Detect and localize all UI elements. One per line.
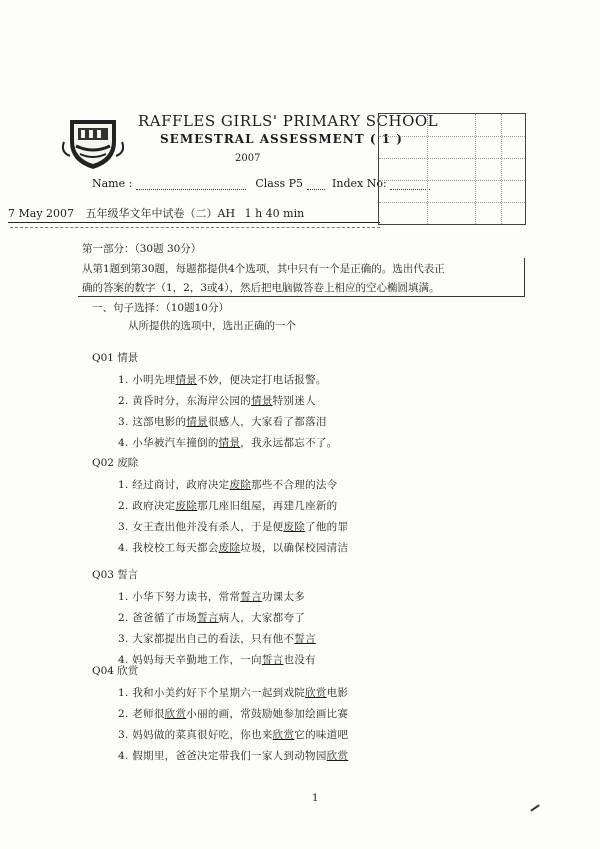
option-text: 那些不合理的法令 bbox=[251, 479, 338, 491]
answer-option bbox=[118, 685, 348, 700]
answer-option bbox=[118, 727, 348, 742]
option-text: 那几座旧组屋，再建几座新的 bbox=[197, 500, 338, 512]
option-text: 2. 爸爸循了市场 bbox=[118, 612, 198, 624]
answer-option bbox=[118, 477, 337, 492]
answer-option bbox=[118, 498, 337, 513]
option-keyword: 欣赏 bbox=[326, 750, 349, 762]
index-label: Index No: bbox=[332, 177, 387, 190]
option-keyword: 废除 bbox=[175, 500, 198, 512]
answer-option bbox=[118, 631, 316, 646]
option-text: 垃圾，以确保校园清洁 bbox=[240, 542, 349, 554]
option-text: 了他的罪 bbox=[305, 521, 349, 533]
option-text: 1. 经过商讨，政府决定 bbox=[118, 479, 230, 491]
option-text: 4. 假期里，爸爸决定带我们一家人到动物园 bbox=[118, 750, 327, 762]
answer-option bbox=[118, 652, 316, 667]
option-text: 1. 我和小美约好下个星期六一起到戏院 bbox=[118, 687, 306, 699]
assessment-title: SEMESTRAL ASSESSMENT ( 1 ) bbox=[160, 132, 403, 146]
exam-year: 2007 bbox=[235, 153, 261, 164]
option-text: 电影 bbox=[326, 687, 349, 699]
school-name: RAFFLES GIRLS' PRIMARY SCHOOL bbox=[138, 112, 439, 130]
name-field[interactable] bbox=[136, 178, 246, 190]
answer-option bbox=[118, 706, 348, 721]
answer-option bbox=[118, 372, 327, 387]
option-keyword: 情景 bbox=[186, 416, 208, 428]
option-text: 2. 黄昏时分，东海岸公园的 bbox=[118, 395, 252, 407]
subsection-heading: 一、句子选择：（10题10分） bbox=[92, 302, 229, 314]
option-text: 2. 政府决定 bbox=[118, 500, 176, 512]
answer-option bbox=[118, 589, 305, 604]
class-field[interactable] bbox=[307, 178, 325, 190]
answer-option bbox=[118, 540, 348, 555]
option-text: 功课太多 bbox=[261, 591, 306, 603]
option-text: 3. 这部电影的 bbox=[118, 416, 187, 428]
option-keyword: 誓言 bbox=[294, 633, 316, 645]
option-keyword: 情景 bbox=[175, 374, 198, 386]
instructions bbox=[82, 260, 522, 298]
answer-option bbox=[118, 414, 327, 429]
option-text: 很感人，大家看了都落泪 bbox=[207, 416, 327, 428]
option-text: 特别迷人 bbox=[272, 395, 316, 407]
answer-option bbox=[118, 748, 348, 763]
option-keyword: 废除 bbox=[283, 521, 306, 533]
option-text: 1. 小明先埋 bbox=[118, 374, 176, 386]
option-text: 4. 小华被汽车撞倒的 bbox=[118, 437, 219, 449]
option-keyword: 誓言 bbox=[197, 612, 219, 624]
option-text: 4. 妈妈每天辛勤地工作，一向 bbox=[118, 654, 262, 666]
exam-date: 7 May 2007 bbox=[8, 207, 75, 220]
question-label: Q04 欣赏 bbox=[92, 665, 139, 677]
option-keyword: 誓言 bbox=[261, 654, 284, 666]
paper-title: 五年级华文年中试卷（二）AH bbox=[85, 207, 236, 220]
option-text: ，我永远都忘不了。 bbox=[240, 437, 338, 449]
option-text: 3. 女王查出他并没有杀人，于是便 bbox=[118, 521, 284, 533]
question-label: Q03 誓言 bbox=[92, 569, 139, 581]
option-text: 3. 大家都提出自己的看法，只有他不 bbox=[118, 633, 295, 645]
section-heading: 第一部分：（30题 30分） bbox=[82, 243, 202, 255]
exam-date-row bbox=[8, 205, 304, 221]
option-text: 它的味道吧 bbox=[294, 729, 349, 741]
option-keyword: 欣赏 bbox=[305, 687, 327, 699]
option-keyword: 情景 bbox=[251, 395, 273, 407]
option-keyword: 欣赏 bbox=[272, 729, 295, 741]
name-label: Name : bbox=[92, 177, 133, 190]
option-keyword: 誓言 bbox=[240, 591, 262, 603]
score-table bbox=[378, 113, 526, 225]
class-label: Class P5 bbox=[255, 177, 304, 190]
question-label: Q01 情景 bbox=[92, 352, 139, 364]
scan-mark bbox=[530, 804, 539, 811]
option-text: 病人，大家都夸了 bbox=[218, 612, 306, 624]
option-text: 3. 妈妈做的菜真很好吃，你也来 bbox=[118, 729, 273, 741]
answer-option bbox=[118, 519, 348, 534]
option-text: 小丽的画，常鼓励她参加绘画比赛 bbox=[186, 708, 349, 720]
option-keyword: 废除 bbox=[218, 542, 241, 554]
option-keyword: 废除 bbox=[229, 479, 252, 491]
option-text: 2. 老师很 bbox=[118, 708, 165, 720]
option-keyword: 情景 bbox=[218, 437, 241, 449]
option-text: 不妙，便决定打电话报警。 bbox=[197, 374, 327, 386]
question-label: Q02 废除 bbox=[92, 457, 139, 469]
answer-option bbox=[118, 610, 305, 625]
subsection-instruction: 从所提供的选项中，选出正确的一个 bbox=[128, 320, 296, 332]
school-crest-logo bbox=[62, 112, 124, 172]
header-divider-dashed bbox=[10, 227, 380, 228]
option-text: 4. 我校校工每天都会 bbox=[118, 542, 219, 554]
page-number: 1 bbox=[312, 793, 319, 804]
option-keyword: 欣赏 bbox=[164, 708, 187, 720]
answer-option bbox=[118, 393, 316, 408]
instructions-line-2: 确的答案的数字（1，2，3或4），然后把电脑做答卷上相应的空心椭圆填满。 bbox=[82, 282, 440, 294]
answer-option bbox=[118, 435, 337, 450]
option-text: 也没有 bbox=[283, 654, 316, 666]
header-divider bbox=[8, 222, 380, 223]
instructions-line-1: 从第1题到第30题，每题都提供4个选项，其中只有一个是正确的。选出代表正 bbox=[82, 263, 445, 275]
exam-duration: 1 h 40 min bbox=[244, 207, 305, 220]
option-text: 1. 小华下努力读书，常常 bbox=[118, 591, 241, 603]
